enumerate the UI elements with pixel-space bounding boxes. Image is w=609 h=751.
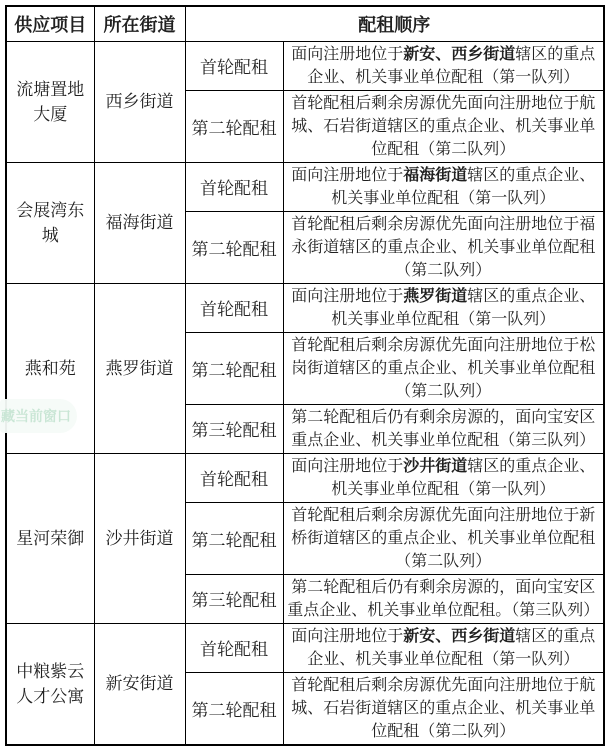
- desc-post: 辖区的重点企业、机关事业单位配租（第一队列）: [307, 45, 596, 86]
- round-cell: 第二轮配租: [185, 332, 283, 404]
- recorder-overlay-pill[interactable]: [0, 399, 77, 433]
- desc-pre: 首轮配租后剩余房源优先面向注册地位于松岗街道辖区的重点企业、机关事业单位配租（第二队列）: [291, 336, 596, 400]
- desc-cell: [283, 623, 604, 672]
- desc-pre: 面向注册地位于: [291, 457, 404, 475]
- desc-cell: [283, 672, 604, 745]
- round-cell: 第二轮配租: [185, 211, 283, 283]
- desc-post: 辖区的重点企业、机关事业单位配租（第一队列）: [331, 166, 596, 207]
- round-cell: 第二轮配租: [185, 502, 283, 574]
- desc-pre: 第二轮配租后仍有剩余房源的，面向宝安区重点企业、机关事业单位配租。（第三队列）: [287, 578, 600, 619]
- desc-pre: 面向注册地位于: [291, 287, 404, 305]
- desc-cell: [283, 162, 604, 211]
- table-header-row: [6, 6, 604, 41]
- round-cell: 第二轮配租: [185, 672, 283, 745]
- desc-bold: 燕罗街道: [403, 287, 468, 305]
- desc-pre: 面向注册地位于: [291, 166, 404, 184]
- round-cell: 首轮配租: [185, 453, 283, 502]
- desc-bold: 福海街道: [403, 166, 468, 184]
- project-cell: 星河荣御: [6, 453, 94, 623]
- desc-pre: 首轮配租后剩余房源优先面向注册地位于新桥街道辖区的重点企业、机关事业单位配租（第二队列）: [291, 506, 596, 570]
- round-cell: 首轮配租: [185, 162, 283, 211]
- street-cell: 沙井街道: [94, 453, 185, 623]
- street-cell: 西乡街道: [94, 41, 185, 162]
- table-row: [6, 41, 604, 90]
- desc-cell: [283, 41, 604, 90]
- desc-cell: [283, 90, 604, 162]
- project-cell: 中粮紫云人才公寓: [6, 623, 94, 745]
- table-row: [6, 283, 604, 332]
- header-project: 供应项目: [6, 6, 94, 41]
- round-cell: 第三轮配租: [185, 574, 283, 623]
- desc-cell: [283, 211, 604, 283]
- table-row: [6, 453, 604, 502]
- desc-pre: 首轮配租后剩余房源优先面向注册地位于福永街道辖区的重点企业、机关事业单位配租（第二队列）: [291, 215, 596, 279]
- street-cell: 福海街道: [94, 162, 185, 283]
- desc-cell: [283, 502, 604, 574]
- round-cell: 第三轮配租: [185, 404, 283, 453]
- recorder-overlay-label: 藏当前窗口: [1, 408, 71, 424]
- desc-cell: [283, 453, 604, 502]
- street-cell: 新安街道: [94, 623, 185, 745]
- table-row: [6, 162, 604, 211]
- street-cell: 燕罗街道: [94, 283, 185, 453]
- desc-pre: 首轮配租后剩余房源优先面向注册地位于航城、石岩街道辖区的重点企业、机关事业单位配租（第二队列）: [291, 676, 596, 740]
- project-cell: 会展湾东城: [6, 162, 94, 283]
- allocation-table: [5, 5, 605, 746]
- project-cell: 流塘置地大厦: [6, 41, 94, 162]
- desc-post: 辖区的重点企业、机关事业单位配租（第一队列）: [331, 457, 596, 498]
- header-order: 配租顺序: [185, 6, 604, 41]
- desc-post: 辖区的重点企业、机关事业单位配租（第一队列）: [331, 287, 596, 328]
- round-cell: 第二轮配租: [185, 90, 283, 162]
- header-street: 所在街道: [94, 6, 185, 41]
- round-cell: 首轮配租: [185, 283, 283, 332]
- desc-cell: [283, 332, 604, 404]
- table-row: [6, 623, 604, 672]
- round-cell: 首轮配租: [185, 623, 283, 672]
- desc-cell: [283, 283, 604, 332]
- desc-bold: 沙井街道: [403, 457, 468, 475]
- desc-pre: 首轮配租后剩余房源优先面向注册地位于航城、石岩街道辖区的重点企业、机关事业单位配租（第二队列）: [291, 94, 596, 158]
- desc-cell: [283, 574, 604, 623]
- desc-pre: 面向注册地位于: [291, 627, 404, 645]
- round-cell: 首轮配租: [185, 41, 283, 90]
- desc-bold: 新安、西乡街道: [403, 627, 516, 645]
- desc-cell: [283, 404, 604, 453]
- project-cell: 燕和苑: [6, 283, 94, 453]
- desc-pre: 第二轮配租后仍有剩余房源的，面向宝安区重点企业、机关事业单位配租（第三队列）: [291, 408, 596, 449]
- desc-pre: 面向注册地位于: [291, 45, 404, 63]
- desc-bold: 新安、西乡街道: [403, 45, 516, 63]
- desc-post: 辖区的重点企业、机关事业单位配租（第一队列）: [307, 627, 596, 668]
